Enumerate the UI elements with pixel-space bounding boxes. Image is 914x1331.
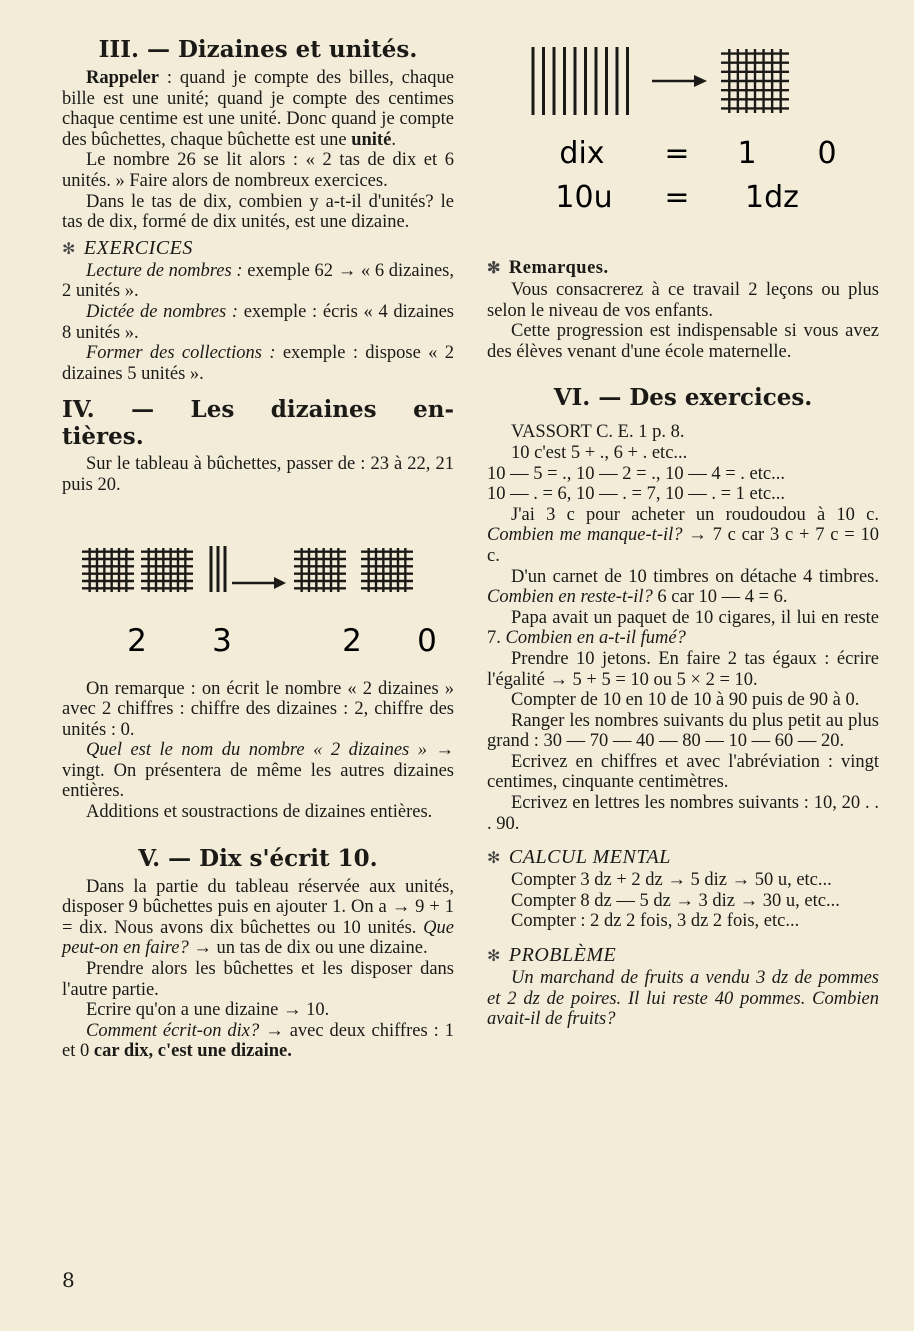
one-dozen: 1dz: [745, 180, 799, 215]
exercise-1: [62, 261, 454, 302]
ex3-rest: exemple : dispose « 2 dizaines 5 unités ».: [62, 343, 454, 384]
s3-paragraph-3: Dans le tas de dix, combien y a-t-il d'unités? le tas de dix, formé de dix unités, est une dizaine.: [62, 191, 454, 233]
s6-line-4: 10 — . = 6, 10 — . = 7, 10 — . = 1 etc...: [487, 484, 785, 505]
s4-p3-rest: → vingt. On présentera de même les autres dizaines entières.: [62, 740, 455, 802]
s5-p1: Dans la partie du tableau réservée aux unités, disposer 9 bûchettes puis en ajouter 1. On a → 9 + 1 = dix. Nous avons dix bûchettes ou 10 unités.: [62, 876, 454, 938]
bundle-grid: [361, 548, 413, 592]
stick-bundles: [82, 548, 413, 592]
right-column: [487, 36, 879, 1030]
remarques-heading: [487, 257, 879, 280]
page-number: 8: [62, 1268, 75, 1292]
calcul-line-3: Compter : 2 dz 2 fois, 3 dz 2 fois, etc...: [511, 911, 800, 932]
s6-line-1: VASSORT C. E. 1 p. 8.: [511, 422, 685, 443]
ten-bundle: [721, 49, 789, 113]
loose-sticks: [211, 546, 225, 592]
s6-p3: Papa avait un paquet de 10 cigares, il lui en reste 7.: [487, 607, 879, 649]
ten-loose-sticks: [533, 47, 628, 115]
exercise-2: [62, 302, 454, 343]
probleme-label: PROBLÈME: [508, 944, 617, 967]
section-4-title: [62, 396, 454, 423]
s4-title-line1: IV. — Les dizaines en-: [62, 396, 454, 424]
digit-units-before: 3: [212, 622, 232, 659]
equals-sign: =: [664, 136, 690, 171]
digit-units-after: 0: [417, 622, 437, 659]
s6-paragraph-8: Ecrivez en lettres les nombres suivants : 10, 20 . . . 90.: [487, 793, 879, 834]
s6-paragraph-4: Prendre 10 jetons. En faire 2 tas égaux : écrire l'égalité → 5 + 5 = 10 ou 5 × 2 = 10.: [487, 648, 879, 690]
s4-paragraph-3: [62, 740, 454, 802]
s5-paragraph-1: [62, 877, 454, 959]
s5-p4-italic: Comment écrit-on dix?: [86, 1020, 260, 1041]
section-4-title-line2: tières.: [62, 423, 144, 451]
ex2-rest: exemple : écris « 4 dizaines 8 unités ».: [62, 301, 454, 343]
exercices-heading: [62, 237, 454, 261]
calcul-mental-heading: [487, 846, 879, 870]
ten-units-figure: [487, 36, 879, 236]
exercise-3: [62, 343, 454, 384]
s4-paragraph-1: Sur le tableau à bûchettes, passer de : 23 à 22, 21 puis 20.: [62, 454, 454, 495]
ex2-italic: Dictée de nombres :: [86, 301, 239, 322]
remarques-paragraph-1: Vous consacrerez à ce travail 2 leçons ou plus selon le niveau de vos enfants.: [487, 280, 879, 321]
s6-paragraph-5: Compter de 10 en 10 de 10 à 90 puis de 90 à 0.: [511, 690, 860, 711]
s6-p3-italic: Combien en a-t-il fumé?: [505, 628, 686, 649]
s5-paragraph-4: [62, 1021, 454, 1062]
asterisk-icon: ✻: [487, 850, 501, 868]
s6-paragraph-3: [487, 608, 879, 649]
s4-p3-italic: Quel est le nom du nombre « 2 dizaines »: [86, 740, 427, 761]
bundles-figure: [62, 506, 454, 666]
s3-p1-rest: : quand je compte des billes, chaque bille est une unité; quand je compte des centimes chaque centime est une unité. Donc quand je compte des bûchettes, chaque bûchette est une: [62, 68, 454, 150]
calcul-mental-label: CALCUL MENTAL: [508, 846, 671, 869]
arrow-icon: [232, 577, 286, 589]
s5-paragraph-3: Ecrire qu'on a une dizaine → 10.: [86, 1000, 330, 1021]
s6-paragraph-7: Ecrivez en chiffres et avec l'abréviation : vingt centimes, cinquante centimètres.: [487, 751, 879, 793]
s5-p4-rest: → avec deux chiffres : 1 et 0: [62, 1020, 454, 1062]
asterisk-icon: ✻: [62, 240, 76, 258]
s5-p1-end: → un tas de dix ou une dizaine.: [188, 938, 428, 959]
calcul-line-1: Compter 3 dz + 2 dz → 5 diz → 50 u, etc...: [511, 870, 832, 891]
section-3-title: III. — Dizaines et unités.: [98, 36, 418, 63]
exercices-label: EXERCICES: [83, 236, 193, 259]
s6-p2-end: 6 car 10 — 4 = 6.: [652, 587, 788, 608]
s5-p4-bold: car dix, c'est une dizaine.: [93, 1041, 292, 1062]
digit-tens-after: 2: [342, 622, 362, 659]
s6-p1-end: → 7 c car 3 c + 7 c = 10 c.: [487, 525, 879, 566]
asterisk-icon: ✻: [487, 948, 501, 966]
remarques-label: Remarques.: [508, 258, 609, 278]
s6-paragraph-6: Ranger les nombres suivants du plus petit au plus grand : 30 — 70 — 40 — 80 — 10 — 60 — 20.: [487, 710, 879, 752]
digit-zero: 0: [817, 136, 837, 171]
calcul-line-2: Compter 8 dz — 5 dz → 3 diz → 30 u, etc...: [511, 890, 840, 911]
section-6-title: VI. — Des exercices.: [553, 384, 813, 412]
ex1-rest: exemple 62 → « 6 dizaines, 2 unités ».: [62, 260, 455, 302]
s3-paragraph-2: Le nombre 26 se lit alors : « 2 tas de dix et 6 unités. » Faire alors de nombreux exercices.: [62, 150, 454, 191]
s6-p1-italic: Combien me manque-t-il?: [487, 525, 683, 546]
s5-p1-italic: Que peut-on en faire?: [62, 917, 454, 959]
s6-paragraph-1: [487, 505, 879, 567]
word-dix: dix: [559, 136, 605, 171]
ten-units: 10u: [555, 180, 613, 215]
s3-p1-lead: Rappeler: [86, 68, 159, 88]
arrow-icon: [652, 75, 707, 87]
section-5-title: V. — Dix s'écrit 10.: [138, 844, 378, 872]
s5-paragraph-2: Prendre alors les bûchettes et les disposer dans l'autre partie.: [62, 959, 454, 1000]
s6-p2: D'un carnet de 10 timbres on détache 4 timbres.: [511, 566, 879, 587]
s4-paragraph-2: On remarque : on écrit le nombre « 2 dizaines » avec 2 chiffres : chiffre des dizaines : 2, chiffre des unités : 0.: [62, 678, 454, 740]
probleme-text: Un marchand de fruits a vendu 3 dz de pommes et 2 dz de poires. Il lui reste 40 pommes. Combien avait-il de fruits?: [487, 968, 879, 1030]
bundle-grid: [294, 548, 346, 592]
bundle-grid: [141, 548, 193, 592]
s3-p1-bold: unité: [351, 129, 392, 150]
left-column: [62, 36, 454, 1062]
probleme-heading: [487, 944, 879, 968]
digit-one: 1: [737, 136, 757, 171]
equals-sign-2: =: [664, 180, 690, 215]
asterisk-icon: ✻: [487, 260, 501, 277]
ex3-italic: Former des collections :: [86, 343, 276, 364]
s4-paragraph-4: Additions et soustractions de dizaines entières.: [86, 802, 433, 823]
s6-line-3: 10 — 5 = ., 10 — 2 = ., 10 — 4 = . etc...: [487, 463, 785, 484]
digit-tens-before: 2: [127, 622, 147, 659]
remarques-paragraph-2: Cette progression est indispensable si vous avez des élèves venant d'une école maternelle.: [487, 321, 879, 362]
s6-paragraph-2: [487, 567, 879, 608]
s6-line-2: 10 c'est 5 + ., 6 + . etc...: [511, 442, 688, 463]
ex1-italic: Lecture de nombres :: [86, 260, 243, 281]
s6-p1: J'ai 3 c pour acheter un roudoudou à 10 c.: [511, 504, 879, 525]
s3-p1-end: .: [391, 129, 396, 150]
bundle-grid: [82, 548, 134, 592]
s6-p2-italic: Combien en reste-t-il?: [487, 587, 653, 608]
bundle-grid: [721, 49, 789, 113]
s3-paragraph-1: [62, 68, 454, 150]
